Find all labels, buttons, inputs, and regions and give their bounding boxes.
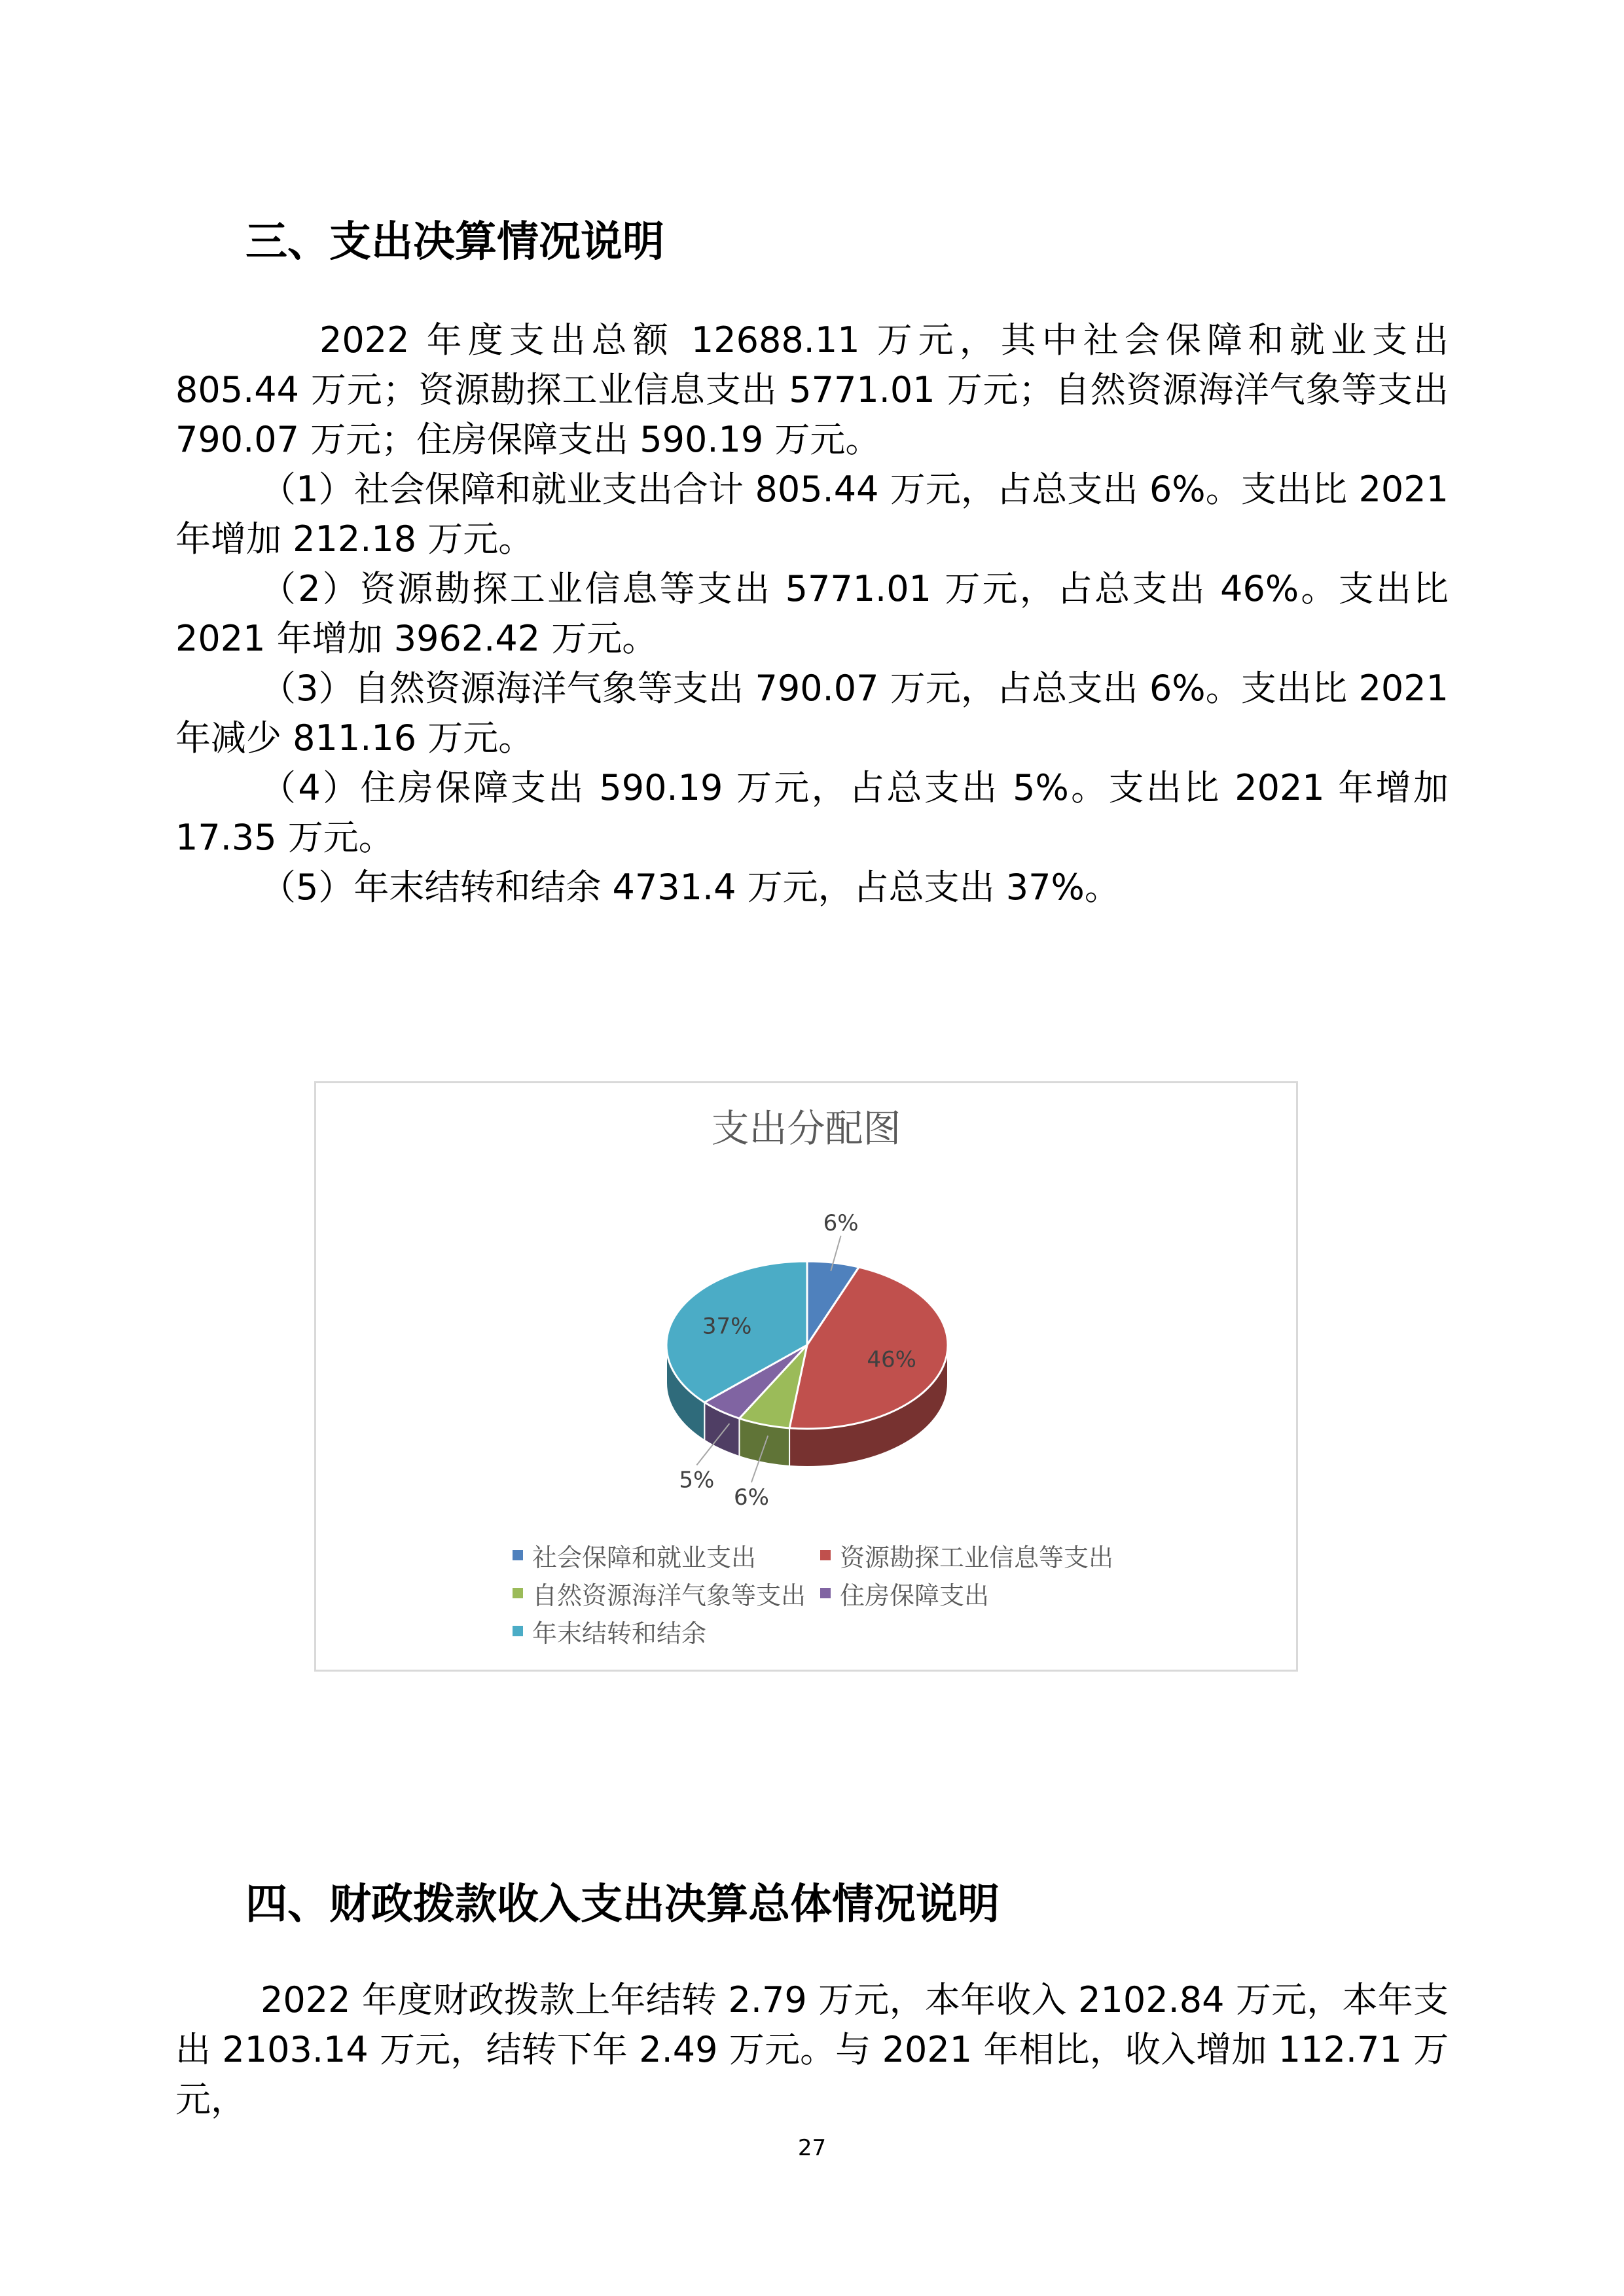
data-label-3: 6% [733, 1484, 769, 1511]
legend-item-4 [820, 1575, 1128, 1611]
fiscal-paragraph-text: 2022 年度财政拨款上年结转 2.79 万元，本年收入 2102.84 万元，本年支出 2103.14 万元，结转下年 2.49 万元。与 2021 年相比，收入增加 112.71 万元， [175, 1979, 1449, 2120]
section-heading-expenditure: 三、支出决算情况说明 [245, 217, 664, 266]
expenditure-item: （1）社会保障和就业支出合计 805.44 万元，占总支出 6%。支出比 2021 年增加 212.18 万元。 [175, 469, 1449, 560]
legend-label: 资源勘探工业信息等支出 [840, 1543, 1114, 1572]
legend-swatch [820, 1588, 831, 1598]
data-label-1: 6% [823, 1210, 859, 1237]
legend-row [513, 1536, 1167, 1574]
expenditure-item: （5）年末结转和结余 4731.4 万元，占总支出 37%。 [261, 867, 1120, 908]
legend-swatch [820, 1550, 831, 1560]
legend-label: 自然资源海洋气象等支出 [532, 1581, 806, 1610]
chart-legend [513, 1536, 1167, 1650]
chart-title: 支出分配图 [711, 1106, 901, 1151]
legend-label: 年末结转和结余 [532, 1619, 707, 1648]
legend-item-1 [513, 1537, 820, 1573]
expenditure-item: （4）住房保障支出 590.19 万元，占总支出 5%。支出比 2021 年增加 17.35 万元。 [175, 767, 1449, 858]
section-heading-fiscal-appropriation: 四、财政拨款收入支出决算总体情况说明 [245, 1880, 1000, 1929]
legend-label: 社会保障和就业支出 [532, 1543, 757, 1572]
legend-swatch [513, 1588, 523, 1598]
legend-row [513, 1612, 1167, 1650]
expenditure-pie-chart [314, 1081, 1298, 1672]
pie-plot-area [316, 1083, 1300, 1535]
page-number: 27 [797, 2135, 827, 2161]
expenditure-item: （2）资源勘探工业信息等支出 5771.01 万元，占总支出 46%。支出比 2021 年增加 3962.42 万元。 [175, 568, 1449, 659]
legend-row [513, 1574, 1167, 1612]
expenditure-summary-paragraph: 2022 年度支出总额 12688.11 万元，其中社会保障和就业支出 805.44 万元；资源勘探工业信息支出 5771.01 万元；自然资源海洋气象等支出 790.07 万元；住房保障支出 590.19 万元。 [175, 319, 1449, 460]
fiscal-appropriation-paragraph [175, 1975, 1449, 2125]
data-label-4: 5% [679, 1467, 715, 1494]
legend-label: 住房保障支出 [840, 1581, 990, 1610]
legend-item-3 [513, 1575, 820, 1611]
expenditure-item: （3）自然资源海洋气象等支出 790.07 万元，占总支出 6%。支出比 2021 年减少 811.16 万元。 [175, 668, 1449, 759]
legend-swatch [513, 1550, 523, 1560]
data-label-2: 46% [867, 1346, 916, 1373]
legend-item-5 [513, 1613, 820, 1649]
data-label-5: 37% [702, 1313, 752, 1340]
legend-swatch [513, 1626, 523, 1636]
expenditure-item-list [175, 465, 1449, 912]
legend-item-2 [820, 1537, 1128, 1573]
pie-top-faces [666, 1261, 948, 1429]
